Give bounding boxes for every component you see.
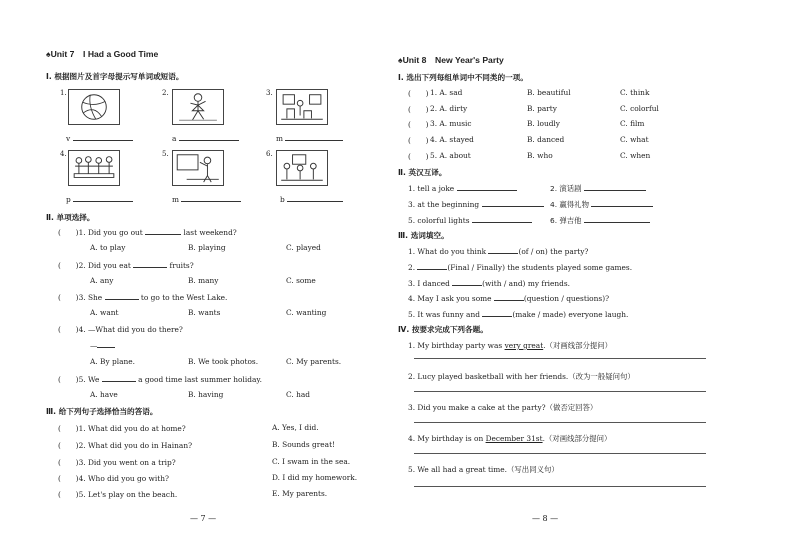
u8-section4-title: Ⅳ. 按要求完成下列各题。 [398, 325, 488, 334]
answer-paren[interactable]: ( ) [58, 325, 79, 334]
answer-line[interactable] [414, 486, 706, 487]
odd-option-c: C. think [620, 88, 650, 97]
odd-one-paren[interactable]: ( ) [408, 152, 429, 161]
mc-option-c[interactable]: C. My parents. [286, 357, 342, 366]
choose-word-item: 1. What do you think (of / on) the party? [408, 247, 589, 256]
mc-option-a[interactable]: A. want [90, 308, 119, 317]
rewrite-question: 2. Lucy played basketball with her friends.（改为一般疑问句） [408, 372, 635, 381]
odd-option-b: B. party [527, 104, 557, 113]
page-number-right: — 8 — [532, 514, 559, 523]
u8-section3-title: Ⅲ. 选词填空。 [398, 231, 449, 240]
fill-blank[interactable] [417, 262, 447, 270]
odd-one-paren[interactable]: ( ) [408, 136, 429, 145]
answer-paren[interactable]: ( ) [58, 490, 79, 499]
odd-option-c: C. what [620, 135, 649, 144]
fill-blank[interactable] [102, 374, 136, 382]
volleyball-icon [68, 89, 120, 125]
match-answer: D. I did my homework. [272, 473, 358, 482]
odd-option-a: 1. A. sad [430, 88, 463, 97]
party-icon [68, 150, 120, 186]
pic-item-num: 4. [60, 150, 67, 158]
fill-blank[interactable] [133, 260, 167, 268]
fill-blank[interactable] [105, 292, 139, 300]
answer-paren[interactable]: ( ) [58, 261, 79, 270]
spade-icon: ♠ [398, 55, 403, 65]
match-question: ( )5. Let's play on the beach. [58, 490, 178, 499]
match-question: ( )1. What did you do at home? [58, 424, 186, 433]
mc-option-b[interactable]: B. wants [188, 308, 221, 317]
pic-answer-2: a [172, 133, 239, 143]
mc-question: ( )1. Did you go out last weekend? [58, 228, 237, 237]
page-number-left: — 7 — [190, 514, 217, 523]
choose-word-item: 5. It was funny and (make / made) everyone laugh. [408, 310, 629, 319]
unit7-title: ♠Unit 7 I Had a Good Time [46, 49, 159, 59]
answer-blank[interactable] [73, 194, 133, 202]
translate-blank[interactable] [457, 183, 517, 191]
dialog-reply: — [90, 340, 115, 350]
pic-answer-1: v [66, 133, 133, 143]
mc-option-c[interactable]: C. played [286, 243, 321, 252]
answer-paren[interactable]: ( ) [58, 375, 79, 384]
answer-paren[interactable]: ( ) [58, 458, 79, 467]
mc-option-b[interactable]: B. many [188, 276, 219, 285]
pic-item-num: 1. [60, 89, 67, 97]
odd-option-b: B. who [527, 151, 553, 160]
fill-blank[interactable] [488, 246, 518, 254]
translate-blank[interactable] [591, 199, 653, 207]
pic-answer-5: m [172, 194, 241, 204]
rewrite-question: 3. Did you make a cake at the party?（做否定回答） [408, 403, 598, 412]
mc-option-c[interactable]: C. wanting [286, 308, 327, 317]
pic-answer-3: m [276, 133, 343, 143]
pic-item-num: 3. [266, 89, 273, 97]
odd-option-b: B. danced [527, 135, 565, 144]
answer-blank[interactable] [179, 133, 239, 141]
translate-blank[interactable] [482, 199, 544, 207]
mc-option-a[interactable]: A. have [90, 390, 118, 399]
answer-paren[interactable]: ( ) [58, 293, 79, 302]
mc-question: ( )3. She to go to the West Lake. [58, 293, 228, 302]
answer-paren[interactable]: ( ) [58, 228, 79, 237]
fill-blank[interactable] [452, 278, 482, 286]
dancing-girl-icon [172, 89, 224, 125]
fill-blank[interactable] [482, 309, 512, 317]
match-question: ( )3. Did you went on a trip? [58, 458, 176, 467]
fill-blank[interactable] [145, 227, 181, 235]
match-answer: C. I swam in the sea. [272, 457, 351, 466]
odd-one-paren[interactable]: ( ) [408, 89, 429, 98]
odd-one-paren[interactable]: ( ) [408, 105, 429, 114]
rewrite-question: 1. My birthday party was very great.（对画线部分提问） [408, 341, 613, 350]
odd-one-paren[interactable]: ( ) [408, 120, 429, 129]
answer-paren[interactable]: ( ) [58, 424, 79, 433]
translate-item: 2. 演话剧 [550, 183, 646, 194]
odd-option-b: B. beautiful [527, 88, 571, 97]
odd-option-c: C. when [620, 151, 651, 160]
choose-word-item: 4. May I ask you some (question / questions)? [408, 294, 610, 303]
odd-option-b: B. loudly [527, 119, 560, 128]
match-answer: B. Sounds great! [272, 440, 336, 449]
pic-item-num: 5. [162, 150, 169, 158]
odd-option-a: 2. A. dirty [430, 104, 468, 113]
u8-section1-title: Ⅰ. 选出下列每组单词中不同类的一项。 [398, 73, 528, 82]
presenter-icon [172, 150, 224, 186]
translate-item: 3. at the beginning [408, 199, 544, 209]
pic-item-num: 2. [162, 89, 169, 97]
mc-option-b[interactable]: B. playing [188, 243, 226, 252]
odd-option-a: 5. A. about [430, 151, 471, 160]
spade-icon: ♠ [46, 49, 51, 59]
answer-blank[interactable] [287, 194, 343, 202]
answer-blank[interactable] [73, 133, 133, 141]
mc-option-b[interactable]: B. having [188, 390, 224, 399]
pic-answer-4: p [66, 194, 133, 204]
answer-line[interactable] [414, 422, 706, 423]
choose-word-item: 2. (Final / Finally) the students played some games. [408, 263, 633, 272]
odd-option-a: 3. A. music [430, 119, 472, 128]
mc-question: ( )4. —What did you do there? [58, 325, 183, 334]
answer-paren[interactable]: ( ) [58, 474, 79, 483]
u7-section1-title: Ⅰ. 根据图片及首字母提示写单词或短语。 [46, 72, 184, 81]
mc-question: ( )5. We a good time last summer holiday. [58, 375, 262, 384]
answer-blank[interactable] [181, 194, 241, 202]
mc-option-a[interactable]: A. By plane. [90, 357, 135, 366]
answer-line[interactable] [414, 453, 706, 454]
u7-section2-title: Ⅱ. 单项选择。 [46, 213, 95, 222]
fill-blank[interactable] [494, 293, 524, 301]
mc-option-c[interactable]: C. some [286, 276, 316, 285]
translate-item: 4. 赢得礼物 [550, 199, 653, 210]
translate-item: 1. tell a joke [408, 183, 517, 193]
translate-blank[interactable] [584, 183, 646, 191]
match-answer: E. My parents. [272, 489, 328, 498]
fill-blank[interactable] [97, 340, 115, 348]
unit8-title: ♠Unit 8 New Year's Party [398, 55, 504, 65]
rewrite-question: 4. My birthday is on December 31st.（对画线部分提问） [408, 434, 612, 443]
translate-item: 6. 弹吉他 [550, 215, 650, 226]
odd-option-c: C. film [620, 119, 645, 128]
mc-option-b[interactable]: B. We took photos. [188, 357, 259, 366]
mc-option-a[interactable]: A. to play [90, 243, 126, 252]
answer-line[interactable] [414, 358, 706, 359]
pic-answer-6: b [280, 194, 343, 204]
choose-word-item: 3. I danced (with / and) my friends. [408, 279, 570, 288]
match-question: ( )4. Who did you go with? [58, 474, 169, 483]
u7-section3-title: Ⅲ. 给下列句子选择恰当的答语。 [46, 407, 158, 416]
family-icon [276, 150, 328, 186]
odd-option-a: 4. A. stayed [430, 135, 474, 144]
answer-line[interactable] [414, 391, 706, 392]
translate-item: 5. colorful lights [408, 215, 532, 225]
translate-blank[interactable] [472, 215, 532, 223]
answer-paren[interactable]: ( ) [58, 441, 79, 450]
rewrite-question: 5. We all had a great time.（写出同义句） [408, 465, 559, 474]
mc-option-a[interactable]: A. any [90, 276, 114, 285]
answer-blank[interactable] [285, 133, 343, 141]
match-question: ( )2. What did you do in Hainan? [58, 441, 193, 450]
museum-icon [276, 89, 328, 125]
translate-blank[interactable] [584, 215, 650, 223]
u8-section2-title: Ⅱ. 英汉互译。 [398, 168, 447, 177]
mc-question: ( )2. Did you eat fruits? [58, 261, 194, 270]
pic-item-num: 6. [266, 150, 273, 158]
match-answer: A. Yes, I did. [272, 423, 319, 432]
odd-option-c: C. colorful [620, 104, 659, 113]
mc-option-c[interactable]: C. had [286, 390, 310, 399]
